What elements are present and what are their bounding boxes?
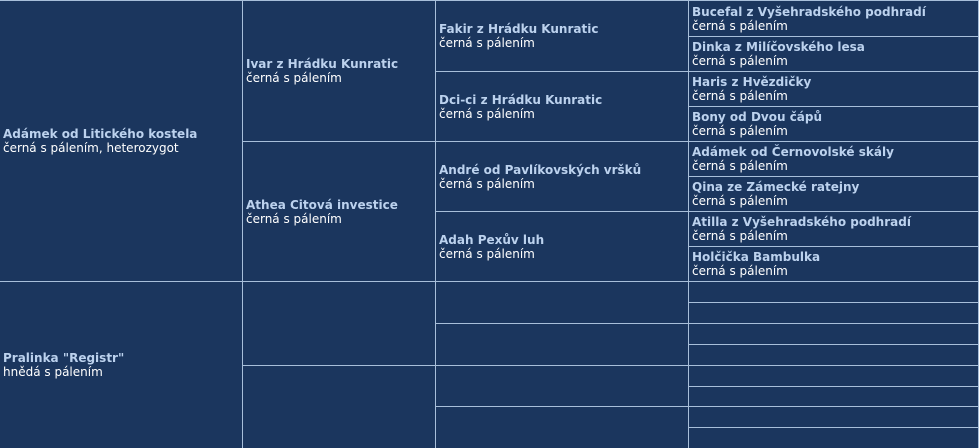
sire-sire-dam-color: černá s pálením [439, 106, 535, 121]
sire-sire-color: černá s pálením [246, 71, 342, 85]
empty-cell [689, 324, 979, 345]
empty-cell [436, 366, 689, 407]
g4-cell [689, 1, 979, 37]
g4-name[interactable]: Holčička Bambulka [692, 250, 821, 264]
empty-cell [436, 324, 689, 366]
empty-cell [436, 407, 689, 448]
empty-cell [689, 345, 979, 366]
sire-dam-cell [243, 142, 436, 282]
g4-color: černá s pálením [692, 124, 788, 138]
sire-cell [0, 1, 243, 282]
empty-cell [689, 387, 979, 407]
sire-dam-sire-name[interactable]: André od Pavlíkovských vršků [439, 162, 642, 177]
empty-cell [243, 366, 436, 448]
sire-sire-dam-name[interactable]: Dci-ci z Hrádku Kunratic [439, 92, 603, 107]
sire-dam-dam-color: černá s pálením [439, 246, 535, 261]
empty-cell [689, 428, 979, 448]
g4-color: černá s pálením [692, 54, 788, 68]
g4-cell [689, 37, 979, 72]
g4-cell [689, 212, 979, 247]
g4-name[interactable]: Bucefal z Vyšehradského podhradí [692, 4, 926, 19]
g4-name[interactable]: Adámek od Černovolské skály [692, 145, 894, 159]
sire-name[interactable]: Adámek od Litického kostela [3, 127, 198, 141]
g4-name[interactable]: Bony od Dvou čápů [692, 110, 823, 124]
g4-color: černá s pálením [692, 18, 788, 33]
g4-name[interactable]: Haris z Hvězdičky [692, 75, 812, 89]
g4-cell [689, 107, 979, 142]
empty-cell [689, 282, 979, 303]
empty-cell [243, 282, 436, 366]
sire-sire-name[interactable]: Ivar z Hrádku Kunratic [246, 57, 399, 71]
sire-sire-sire-cell [436, 1, 689, 72]
g4-name[interactable]: Dinka z Milíčovského lesa [692, 40, 865, 54]
empty-cell [436, 282, 689, 324]
sire-sire-cell [243, 1, 436, 142]
g4-color: černá s pálením [692, 89, 788, 103]
g4-cell [689, 177, 979, 212]
sire-sire-sire-color: černá s pálením [439, 36, 535, 50]
g4-color: černá s pálením [692, 229, 788, 243]
sire-dam-dam-cell [436, 212, 689, 282]
dam-color: hnědá s pálením [3, 365, 103, 379]
g4-color: černá s pálením [692, 159, 788, 173]
sire-dam-color: černá s pálením [246, 211, 342, 226]
sire-color: černá s pálením, heterozygot [3, 141, 179, 155]
empty-cell [689, 303, 979, 324]
empty-cell [689, 366, 979, 387]
dam-cell [0, 282, 243, 448]
g4-cell [689, 142, 979, 177]
g4-cell [689, 247, 979, 282]
g4-color: černá s pálením [692, 264, 788, 278]
sire-sire-dam-cell [436, 72, 689, 142]
g4-name[interactable]: Qina ze Zámecké ratejny [692, 180, 860, 194]
sire-sire-sire-name[interactable]: Fakir z Hrádku Kunratic [439, 22, 599, 36]
g4-cell [689, 72, 979, 107]
g4-name[interactable]: Atilla z Vyšehradského podhradí [692, 215, 911, 229]
sire-dam-sire-color: černá s pálením [439, 176, 535, 191]
empty-cell [689, 407, 979, 428]
sire-dam-sire-cell [436, 142, 689, 212]
dam-name[interactable]: Pralinka "Registr" [3, 351, 125, 365]
sire-dam-name[interactable]: Athea Citová investice [246, 197, 398, 212]
g4-color: černá s pálením [692, 194, 788, 208]
sire-dam-dam-name[interactable]: Adah Pexův luh [439, 232, 545, 247]
